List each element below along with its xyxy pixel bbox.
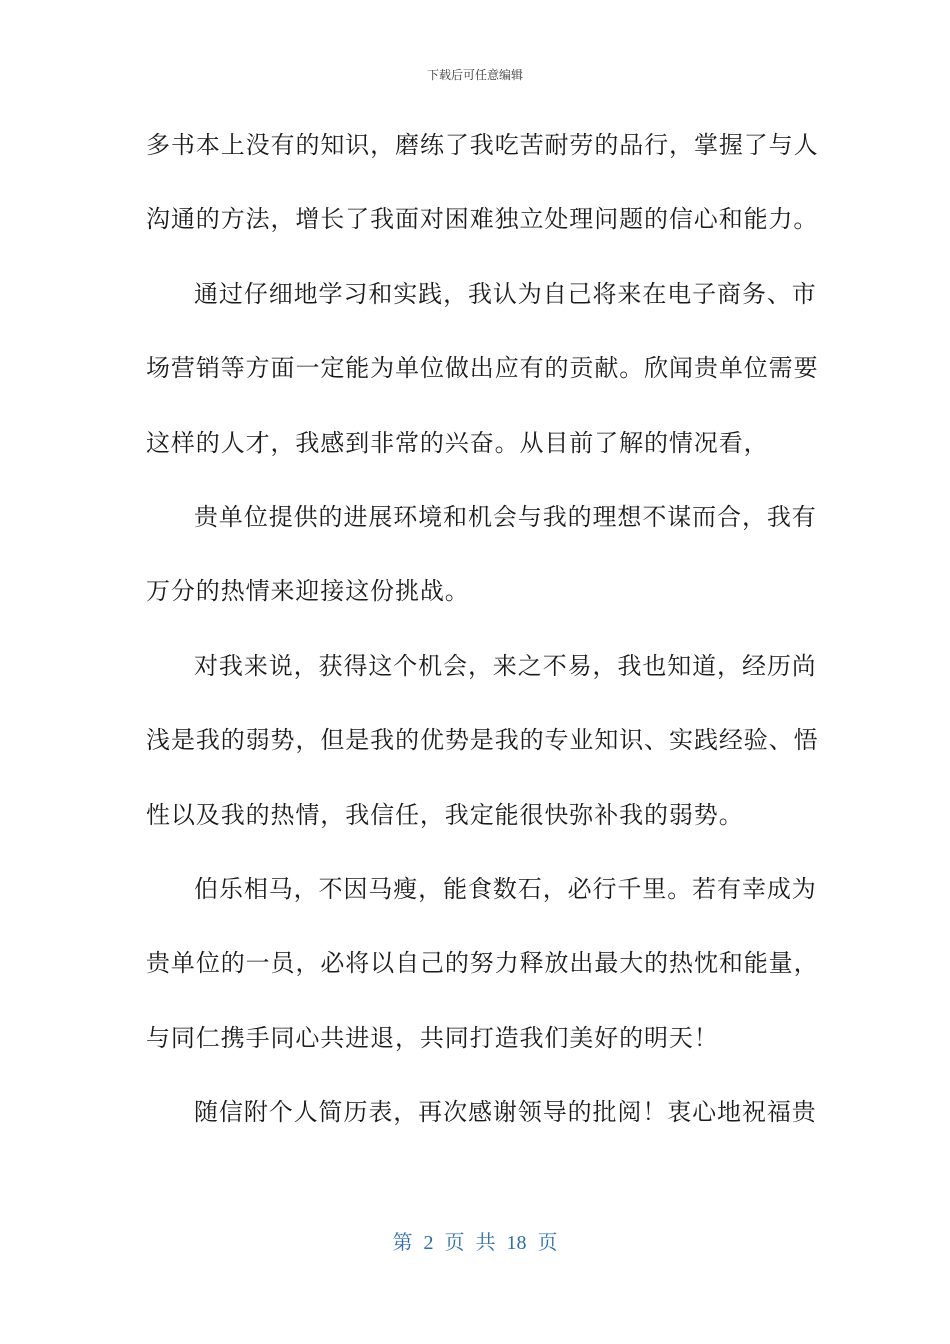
body-line: 沟通的方法，增长了我面对困难独立处理问题的信心和能力。 [146, 205, 819, 233]
header-note: 下载后可任意编辑 [426, 68, 523, 82]
body-line: 随 信 附 个 人 简 历 表 ， 再 次 感 谢 领 导 的 批 阅 ！ 衷 心 地 祝 福 贵 [194, 1098, 817, 1126]
body-line: 万分的热情来迎接这份挑战。 [146, 577, 470, 605]
body-line: 伯 乐 相 马 ， 不 因 马 瘦 ， 能 食 数 石 ， 必 行 千 里 。 若 有 幸 成 为 [194, 875, 817, 903]
body-line: 与同仁携手同心共进退，共同打造我们美好的明天！ [146, 1024, 719, 1052]
body-line: 场 营 销 等 方 面 一 定 能 为 单 位 做 出 应 有 的 贡 献 。 欣 闻 贵 单 位 需 要 [146, 354, 819, 382]
body-line: 性以及我的热情，我信任，我定能很快弥补我的弱势。 [146, 801, 744, 829]
body-line: 这样的人才，我感到非常的兴奋。从目前了解的情况看， [146, 429, 769, 457]
body-line: 多 书 本 上 没 有 的 知 识 ， 磨 练 了 我 吃 苦 耐 劳 的 品 行 ， 掌 握 了 与 人 [146, 131, 819, 159]
body-line: 浅 是 我 的 弱 势 ， 但 是 我 的 优 势 是 我 的 专 业 知 识 、 实 践 经 验 、 悟 [146, 726, 819, 754]
body-line: 对 我 来 说 ， 获 得 这 个 机 会 ， 来 之 不 易 ， 我 也 知 道 ， 经 历 尚 [194, 652, 817, 680]
body-line: 通 过 仔 细 地 学 习 和 实 践 ， 我 认 为 自 己 将 来 在 电 子 商 务 、 市 [194, 280, 817, 308]
body-line: 贵 单 位 的 一 员 ， 必 将 以 自 己 的 努 力 释 放 出 最 大 的 热 忱 和 能 量 ， [146, 949, 819, 977]
page-number-footer: 第 2 页 共 18 页 [392, 1232, 558, 1254]
body-line: 贵 单 位 提 供 的 进 展 环 境 和 机 会 与 我 的 理 想 不 谋 而 合 ， 我 有 [194, 503, 817, 531]
